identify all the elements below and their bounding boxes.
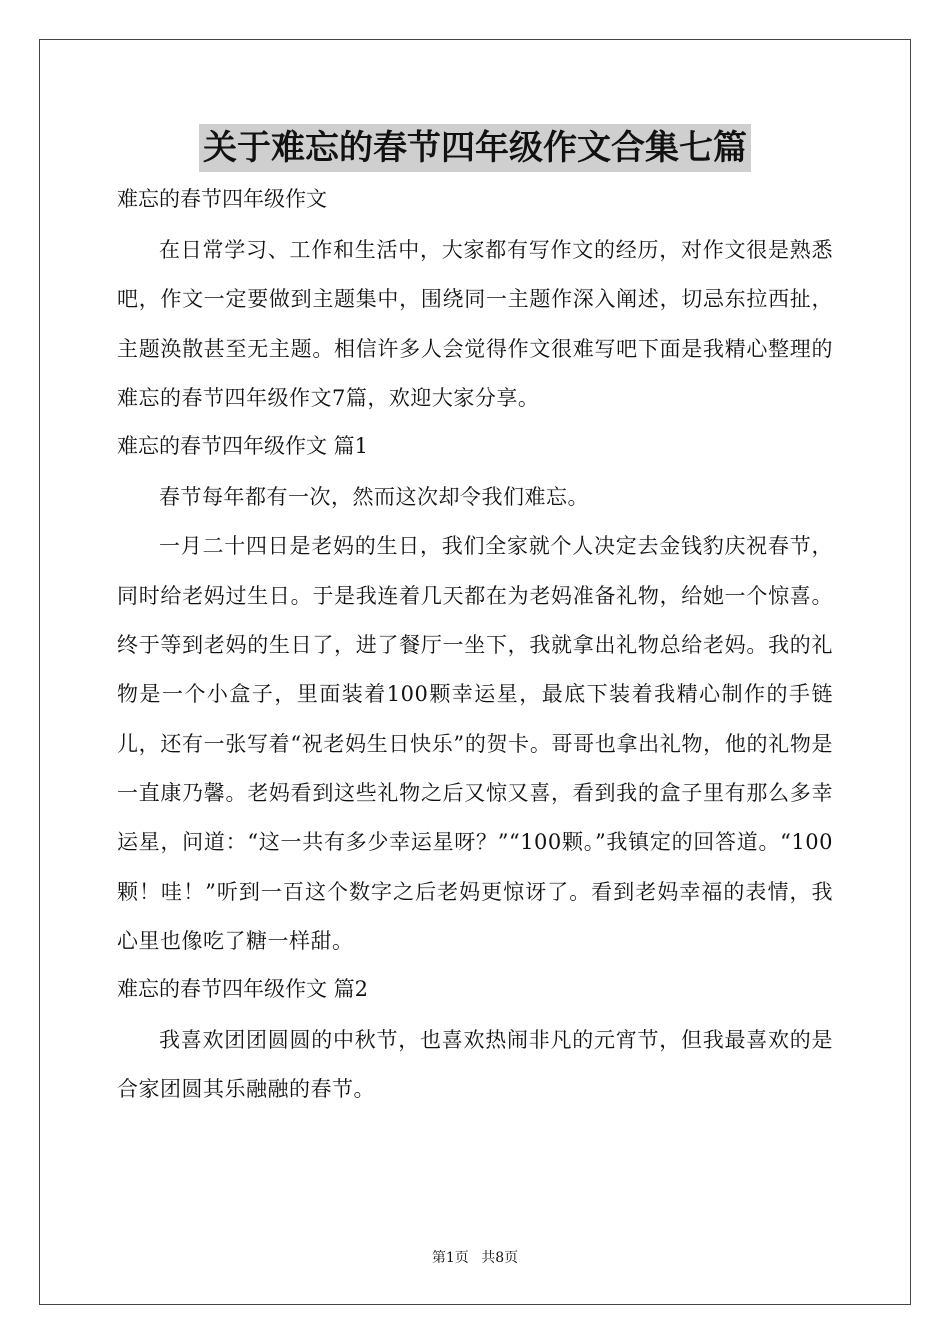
page-total: 共8页 xyxy=(481,1250,519,1266)
document-body xyxy=(117,178,833,1115)
page-footer xyxy=(0,1247,950,1267)
page-number: 第1页 xyxy=(431,1250,469,1266)
section-heading: 难忘的春节四年级作文 xyxy=(117,187,327,211)
paragraph: 春节每年都有一次，然而这次却令我们难忘。 xyxy=(159,485,589,510)
document-title: 关于难忘的春节四年级作文合集七篇 xyxy=(199,124,751,172)
section-heading: 难忘的春节四年级作文 篇1 xyxy=(117,434,369,459)
paragraph: 在日常学习、工作和生活中，大家都有写作文的经历，对作文很是熟悉吧，作文一定要做到主题集中，围绕同一主题作深入阐述，切忌东拉西扯，主题涣散甚至无主题。相信许多人会觉得作文很难写吧下面是我精心整理的难忘的春节四年级作文7篇，欢迎大家分享。 xyxy=(117,238,833,410)
document-title-wrapper xyxy=(0,124,950,172)
paragraph: 我喜欢团团圆圆的中秋节，也喜欢热闹非凡的元宵节，但我最喜欢的是合家团圆其乐融融的春节。 xyxy=(117,1028,833,1102)
paragraph: 一月二十四日是老妈的生日，我们全家就个人决定去金钱豹庆祝春节，同时给老妈过生日。于是我连着几天都在为老妈准备礼物，给她一个惊喜。终于等到老妈的生日了，进了餐厅一坐下，我就拿出礼物总给老妈。我的礼物是一个小盒子，里面装着100颗幸运星，最底下装着我精心制作的手链儿，还有一张写着“祝老妈生日快乐”的贺卡。哥哥也拿出礼物，他的礼物是一直康乃馨。老妈看到这些礼物之后又惊又喜，看到我的盒子里有那么多幸运星，问道：“这一共有多少幸运星呀？”“100颗。”我镇定的回答道。“100颗！哇！”听到一百这个数字之后老妈更惊讶了。看到老妈幸福的表情，我心里也像吃了糖一样甜。 xyxy=(117,534,833,953)
section-heading: 难忘的春节四年级作文 篇2 xyxy=(117,977,369,1002)
